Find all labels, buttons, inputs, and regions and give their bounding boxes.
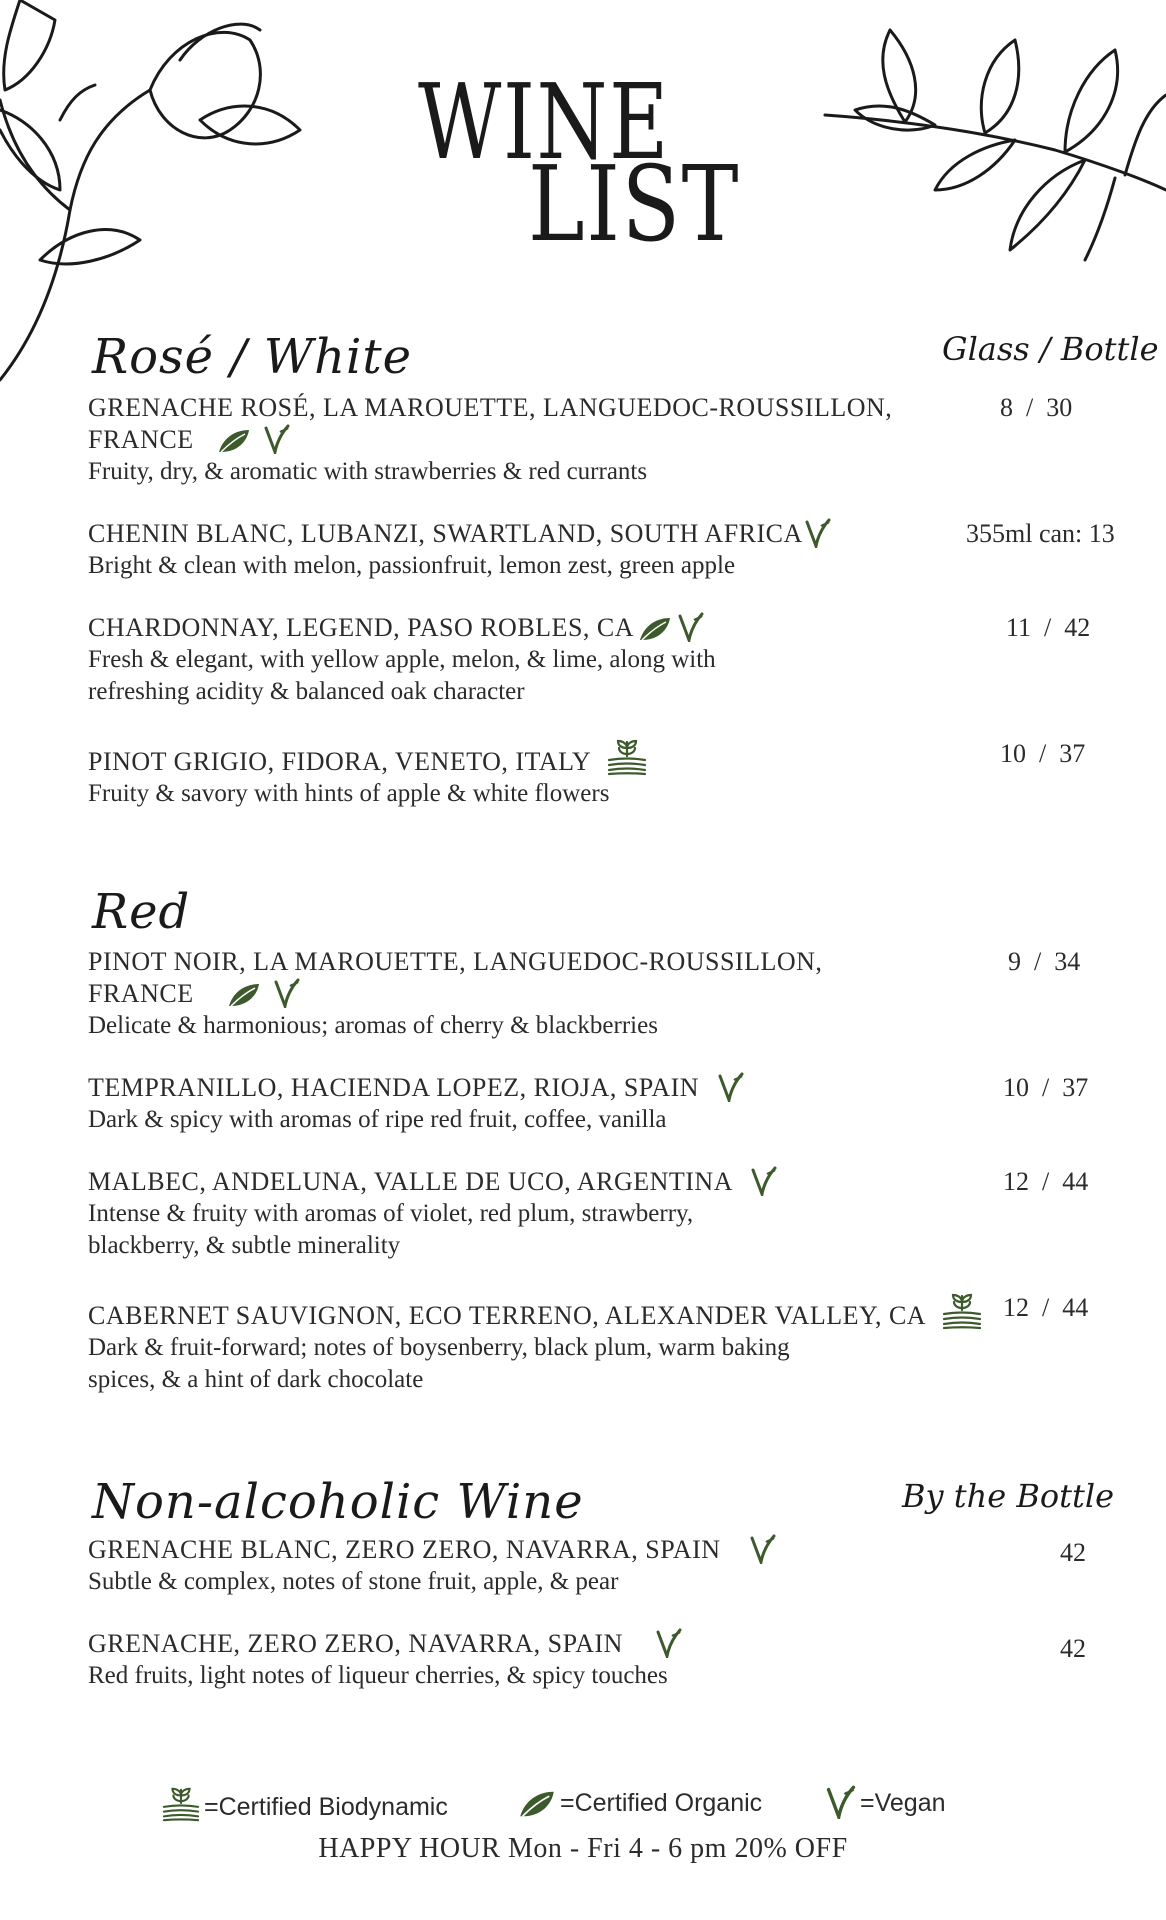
- wine-description: Dark & fruit-forward; notes of boysenberry, black plum, warm baking: [88, 1334, 790, 1361]
- vegan-v-icon: [656, 1628, 682, 1658]
- leaf-icon: [518, 1789, 556, 1819]
- wine-price: 355ml can: 13: [966, 519, 1115, 548]
- vegan-v-icon: [264, 424, 290, 454]
- vegan-v-icon: [274, 978, 300, 1008]
- wine-name: PINOT NOIR, LA MAROUETTE, LANGUEDOC-ROUSSILLON,: [88, 947, 823, 976]
- leaf-icon: [227, 982, 261, 1008]
- wine-description: Intense & fruity with aromas of violet, red plum, strawberry,: [88, 1200, 694, 1227]
- wine-price: 12 / 44: [1003, 1293, 1089, 1322]
- wine-description: Fruity & savory with hints of apple & white flowers: [88, 780, 610, 807]
- wine-name: PINOT GRIGIO, FIDORA, VENETO, ITALY: [88, 747, 591, 776]
- wine-price: 10 / 37: [1000, 739, 1086, 768]
- wine-description: Subtle & complex, notes of stone fruit, apple, & pear: [88, 1568, 619, 1595]
- leaf-line-art-right: [815, 0, 1166, 265]
- biodynamic-icon: [607, 738, 647, 776]
- wine-item: [88, 738, 1118, 810]
- wine-description: Delicate & harmonious; aromas of cherry & blackberries: [88, 1012, 658, 1039]
- legend-biodynamic: [162, 1785, 448, 1825]
- wine-name-cont: FRANCE: [88, 979, 194, 1008]
- wine-price: 12 / 44: [1003, 1167, 1089, 1196]
- legend-organic: [518, 1785, 762, 1821]
- wine-description-cont: refreshing acidity & balanced oak character: [88, 678, 525, 705]
- wine-description: Bright & clean with melon, passionfruit, lemon zest, green apple: [88, 552, 736, 579]
- wine-item: [88, 946, 1118, 1042]
- wine-price: 10 / 37: [1003, 1073, 1089, 1102]
- vegan-v-icon: [750, 1534, 776, 1564]
- wine-name: CABERNET SAUVIGNON, ECO TERRENO, ALEXANDER VALLEY, CA: [88, 1301, 925, 1330]
- wine-price: 42: [1060, 1634, 1086, 1663]
- wine-description: Dark & spicy with aromas of ripe red fruit, coffee, vanilla: [88, 1106, 667, 1133]
- wine-name: TEMPRANILLO, HACIENDA LOPEZ, RIOJA, SPAIN: [88, 1073, 700, 1102]
- legend-biodynamic-label: =Certified Biodynamic: [204, 1793, 448, 1821]
- leaf-icon: [638, 616, 672, 642]
- wine-name: GRENACHE, ZERO ZERO, NAVARRA, SPAIN: [88, 1629, 623, 1658]
- wine-name: MALBEC, ANDELUNA, VALLE DE UCO, ARGENTINA: [88, 1167, 732, 1196]
- vegan-v-icon: [805, 518, 831, 548]
- wine-description-cont: blackberry, & subtle minerality: [88, 1232, 401, 1259]
- wine-description-cont: spices, & a hint of dark chocolate: [88, 1366, 424, 1393]
- section-title-non-alcoholic: Non-alcoholic Wine: [92, 1474, 584, 1530]
- happy-hour-notice: HAPPY HOUR Mon - Fri 4 - 6 pm 20% OFF: [318, 1833, 848, 1864]
- title-wine: WINE: [418, 61, 670, 183]
- wine-item: [88, 1292, 1118, 1396]
- wine-price: 11 / 42: [1006, 613, 1091, 642]
- section-title-rose-white: Rosé / White: [92, 329, 413, 385]
- wine-item: [88, 518, 1118, 582]
- legend-vegan: [826, 1785, 946, 1821]
- wine-name: GRENACHE ROSÉ, LA MAROUETTE, LANGUEDOC-ROUSSILLON,: [88, 393, 893, 422]
- wine-name: GRENACHE BLANC, ZERO ZERO, NAVARRA, SPAIN: [88, 1535, 721, 1564]
- vegan-v-icon: [678, 612, 704, 642]
- wine-item: [88, 1628, 1118, 1692]
- legend-organic-label: =Certified Organic: [560, 1789, 763, 1817]
- wine-price: 8 / 30: [1000, 393, 1073, 422]
- vegan-v-icon: [718, 1072, 744, 1102]
- leaf-icon: [217, 428, 251, 454]
- column-head-glass-bottle: Glass / Bottle: [942, 330, 1159, 368]
- wine-item: [88, 1534, 1118, 1598]
- legend-vegan-label: =Vegan: [860, 1789, 946, 1817]
- wine-description: Red fruits, light notes of liqueur cherries, & spicy touches: [88, 1662, 668, 1689]
- wine-item: [88, 1166, 1118, 1262]
- wine-description: Fresh & elegant, with yellow apple, melon, & lime, along with: [88, 646, 716, 673]
- vegan-v-icon: [751, 1166, 777, 1196]
- wine-price: 9 / 34: [1008, 947, 1081, 976]
- wine-name: CHARDONNAY, LEGEND, PASO ROBLES, CA: [88, 613, 635, 642]
- title-list: LIST: [528, 143, 741, 265]
- wine-price: 42: [1060, 1538, 1086, 1567]
- wine-item: [88, 612, 1118, 708]
- section-title-red: Red: [92, 884, 191, 940]
- biodynamic-icon: [942, 1292, 982, 1330]
- wine-description: Fruity, dry, & aromatic with strawberries & red currants: [88, 458, 648, 485]
- wine-item: [88, 392, 1118, 488]
- wine-name: CHENIN BLANC, LUBANZI, SWARTLAND, SOUTH AFRICA: [88, 519, 803, 548]
- wine-item: [88, 1072, 1118, 1136]
- column-head-by-the-bottle: By the Bottle: [902, 1477, 1115, 1515]
- wine-name-cont: FRANCE: [88, 425, 194, 454]
- vegan-v-icon: [826, 1785, 856, 1819]
- biodynamic-icon: [162, 1785, 200, 1823]
